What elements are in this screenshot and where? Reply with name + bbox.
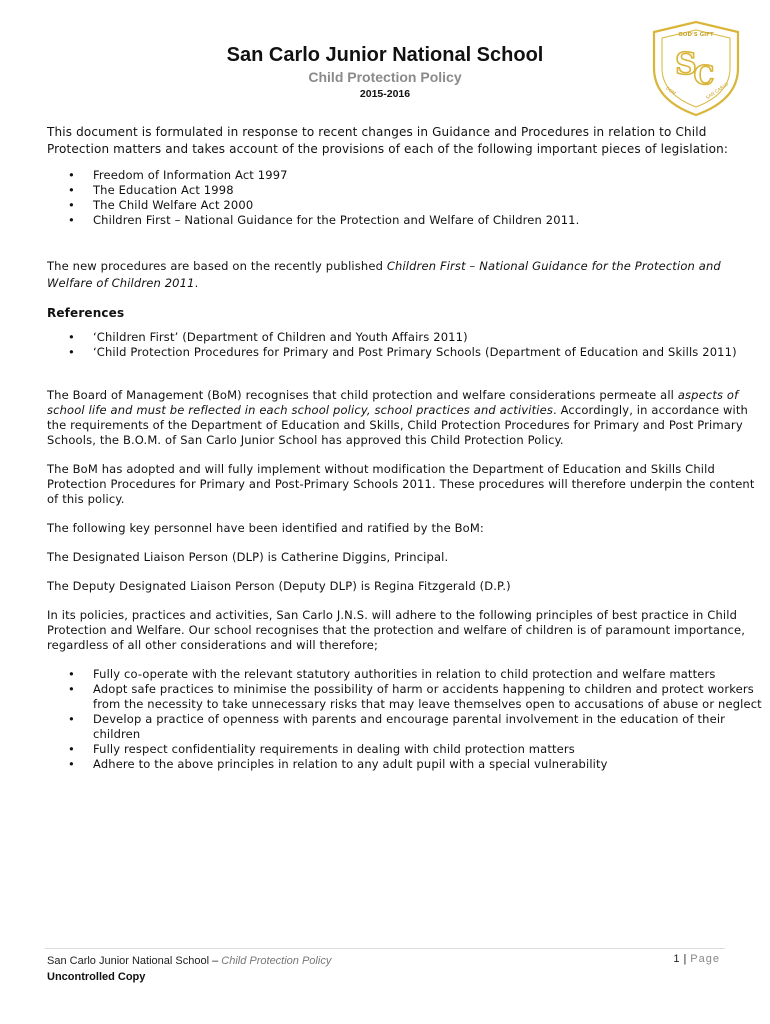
spacer <box>47 228 765 258</box>
new-procedures-prefix: The new procedures are based on the recently published <box>47 259 387 273</box>
bom-recognition-italic: aspects of school life and must be reflected in each school policy, school practices and activities <box>47 388 739 417</box>
references-heading: References <box>47 306 125 320</box>
list-item: • Adopt safe practices to minimise the possibility of harm or accidents happening to children and protect workers from the necessity to take unnecessary risks that may leave themselves open to accusations of abuse or neglect <box>93 682 765 712</box>
page-title: San Carlo Junior National School <box>226 44 544 66</box>
principles-intro: In its policies, practices and activities, San Carlo J.N.S. will adhere to the following principles of best practice in Child Protection and Welfare. Our school recognises that the protection and welfare of children is of paramount importance, regardless of all other considerations and will therefore; <box>47 608 746 652</box>
footer-uncontrolled-copy: Uncontrolled Copy <box>47 971 146 983</box>
school-crest-logo <box>646 18 746 118</box>
page-subtitle: Child Protection Policy <box>308 69 462 85</box>
svg-text:GOD'S GIFT: GOD'S GIFT <box>678 32 714 38</box>
footer-document-label <box>47 955 331 967</box>
policy-year: 2015-2016 <box>359 88 411 100</box>
bom-adopted-paragraph: The BoM has adopted and will fully implement without modification the Department of Education and Skills Child Protection Procedures for Primary and Post-Primary Schools 2011. These procedures will therefore underpin the content of this policy. <box>47 462 755 506</box>
bom-recognition-paragraph <box>47 388 765 448</box>
list-item: • Adhere to the above principles in relation to any adult pupil with a special vulnerability <box>93 757 765 772</box>
new-procedures-suffix: . <box>194 276 199 290</box>
footer-divider <box>45 948 725 949</box>
svg-text:DOM: DOM <box>664 86 677 97</box>
svg-text:C: C <box>693 61 715 91</box>
list-item: • Fully co-operate with the relevant statutory authorities in relation to child protection and welfare matters <box>93 667 765 682</box>
legislation-list <box>47 168 765 228</box>
svg-text:SAN CARLO: SAN CARLO <box>705 82 730 102</box>
list-item: • Develop a practice of openness with parents and encourage parental involvement in the education of their children <box>93 712 765 742</box>
document-body <box>47 124 765 772</box>
bom-recognition-text: The Board of Management (BoM) recognises that child protection and welfare considerations permeate all <box>47 388 678 402</box>
personnel-intro: The following key personnel have been identified and ratified by the BoM: <box>47 521 484 535</box>
references-list <box>47 330 765 360</box>
list-item: • Children First – National Guidance for the Protection and Welfare of Children 2011. <box>93 213 765 228</box>
intro-paragraph: This document is formulated in response to recent changes in Guidance and Procedures in relation to Child Protection matters and takes account of the provisions of each of the following important pieces of legislation: <box>47 125 729 156</box>
new-procedures-paragraph <box>47 258 765 292</box>
page-number <box>673 953 720 965</box>
spacer <box>47 360 765 388</box>
list-item: • The Education Act 1998 <box>93 183 765 198</box>
bom-recognition-text-end: . Accordingly, in accordance with the requirements of the Department of Education and Skills, Child Protection Procedures for Primary and Post Primary Schools, the B.O.M. of San Carlo Junior School has approved this Child Protection Policy. <box>47 403 748 447</box>
list-item: • The Child Welfare Act 2000 <box>93 198 765 213</box>
footer-school-name: San Carlo Junior National School – <box>47 955 222 967</box>
deputy-dlp-statement: The Deputy Designated Liaison Person (Deputy DLP) is Regina Fitzgerald (D.P.) <box>47 579 511 593</box>
dlp-statement: The Designated Liaison Person (DLP) is Catherine Diggins, Principal. <box>47 550 449 564</box>
svg-text:S: S <box>675 47 697 82</box>
list-item: • ‘Child Protection Procedures for Primary and Post Primary Schools (Department of Education and Skills 2011) <box>93 345 765 360</box>
page-label: Page <box>690 953 720 965</box>
list-item: • ‘Children First’ (Department of Children and Youth Affairs 2011) <box>93 330 765 345</box>
principles-list <box>47 667 765 772</box>
list-item: • Freedom of Information Act 1997 <box>93 168 765 183</box>
page-number-value: 1 <box>673 953 680 965</box>
page-number-separator: | <box>683 953 687 965</box>
children-first-title: Children First – National Guidance for the Protection and Welfare of Children 2011 <box>47 259 721 290</box>
list-item: • Fully respect confidentiality requirements in dealing with child protection matters <box>93 742 765 757</box>
footer-document-name: Child Protection Policy <box>221 955 332 967</box>
